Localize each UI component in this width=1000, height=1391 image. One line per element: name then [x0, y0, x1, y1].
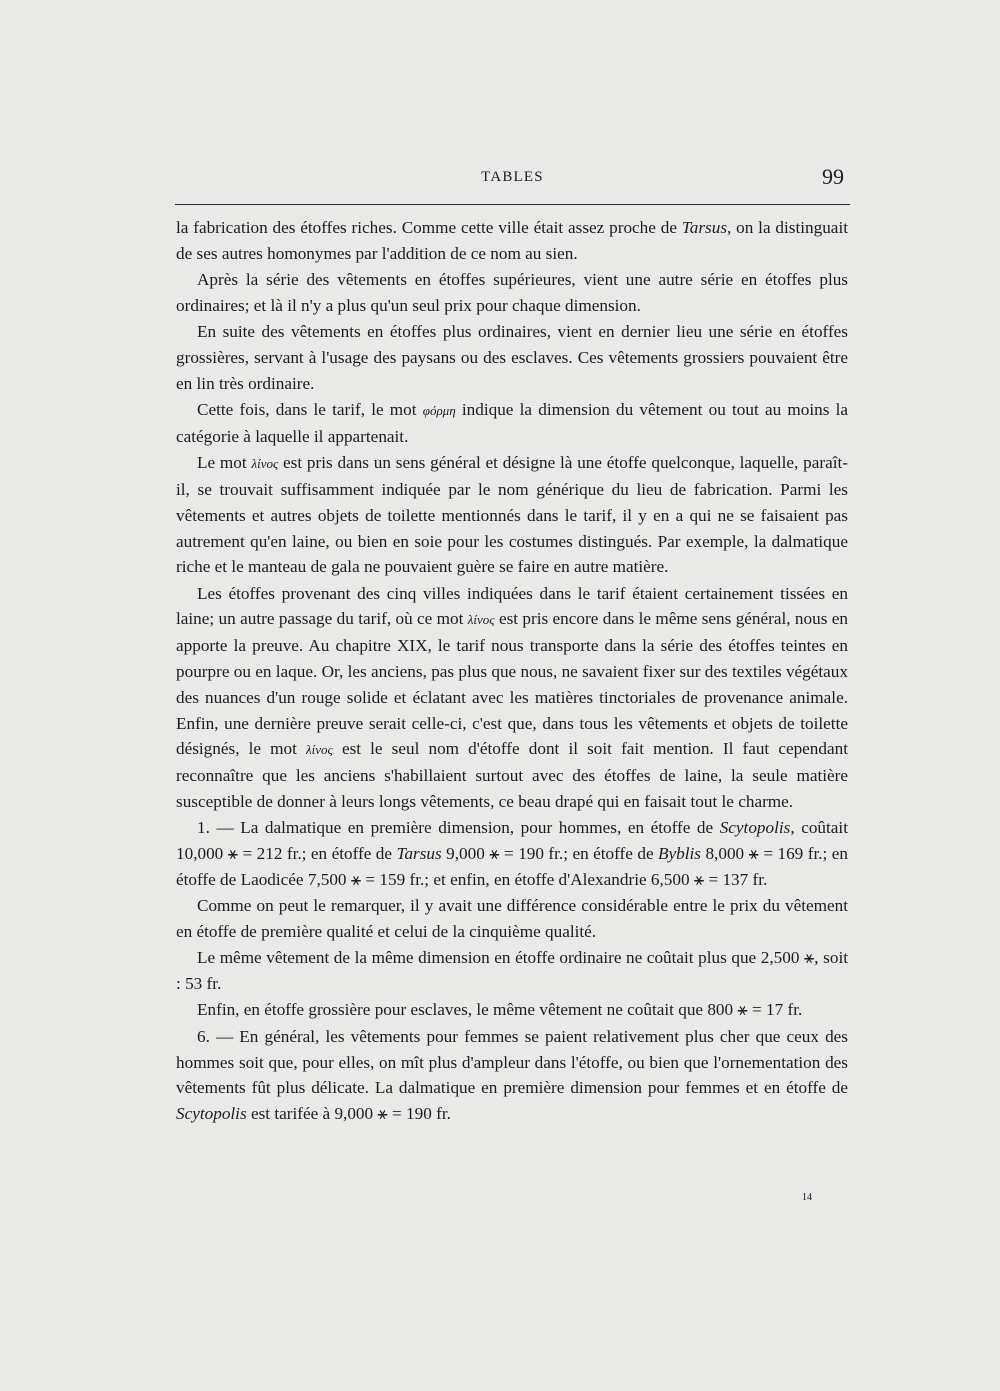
paragraph: Comme on peut le remarquer, il y avait une différence considérable entre le prix du vêtement en étoffe de première qualité et celui de la cinquième qualité.: [176, 896, 848, 942]
paragraph: 1. — La dalmatique en première dimension, pour hommes, en étoffe de Scytopolis, coûtait 10,000 ⚹ = 212 fr.; en étoffe de Tarsus 9,000 ⚹ = 190 fr.; en étoffe de Byblis 8,000 ⚹ = 169 fr.; en étoffe de Laodicée 7,500 ⚹ = 159 fr.; et enfin, en étoffe d'Alexandrie 6,500 ⚹ = 137 fr.: [176, 818, 848, 889]
greek-term: λίνος: [251, 456, 279, 472]
running-head-title: TABLES: [481, 169, 544, 185]
header-rule: [175, 204, 850, 205]
paragraph: Cette fois, dans le tarif, le mot φόρμη indique la dimension du vêtement ou tout au moins la catégorie à laquelle il appartenait.: [176, 400, 849, 446]
page-number: 99: [822, 164, 844, 189]
italic-term: Scytopolis: [176, 1104, 247, 1124]
italic-term: Tarsus: [396, 844, 442, 864]
paragraph: Après la série des vêtements en étoffes supérieures, vient une autre série en étoffes plus ordinaires; et là il n'y a plus qu'un seul prix pour chaque dimension.: [176, 270, 848, 315]
italic-term: Scytopolis: [719, 818, 791, 838]
paragraph: Le même vêtement de la même dimension en étoffe ordinaire ne coûtait plus que 2,500 ⚹, soit : 53 fr.: [176, 948, 848, 994]
signature-mark: 14: [802, 1192, 812, 1203]
paragraph: Le mot λίνος est pris dans un sens général et désigne là une étoffe quelconque, laquelle, paraît-il, se trouvait suffisamment indiquée par le nom générique du lieu de fabrication. Parmi les vêtements et autres objets de toilette mentionnés dans le tarif, il y en a qui ne se faisaient pas autrement qu'en laine, ou bien en soie pour les costumes distingués. Par exemple, la dalmatique riche et le manteau de gala ne pouvaient guère se faire en autre matière.: [176, 453, 848, 577]
italic-term: Byblis: [658, 844, 701, 864]
paragraph: 6. — En général, les vêtements pour femmes se paient relativement plus cher que ceux des hommes soit que, pour elles, on mît plus d'ampleur dans l'étoffe, ou bien que l'ornementation des vêtements fût plus délicate. La dalmatique en première dimension pour femmes et en étoffe de Scytopolis est tarifée à 9,000 ⚹ = 190 fr.: [176, 1026, 848, 1124]
greek-term: φόρμη: [422, 403, 456, 419]
greek-term: λίνος: [306, 742, 333, 758]
running-head: [175, 165, 850, 195]
italic-term: Tarsus: [681, 218, 728, 237]
body-text: [176, 215, 848, 1127]
paragraph: Enfin, en étoffe grossière pour esclaves, le même vêtement ne coûtait que 800 ⚹ = 17 fr.: [197, 1000, 803, 1020]
paragraph: Les étoffes provenant des cinq villes indiquées dans le tarif étaient certainement tissées en laine; un autre passage du tarif, où ce mot λίνος est pris encore dans le même sens général, nous en apporte la preuve. Au chapitre XIX, le tarif nous transporte dans la série des étoffes teintes en pourpre ou en laque. Or, les anciens, pas plus que nous, ne savaient fixer sur des textiles végétaux des nuances d'un rouge solide et éclatant avec les matières tinctoriales de provenance animale. Enfin, une dernière preuve serait celle-ci, c'est que, dans tous les vêtements et objets de toilette désignés, le mot λίνος est le seul nom d'étoffe dont il soit fait mention. Il faut cependant reconnaître que les anciens s'habillaient surtout avec des étoffes de laine, la seule matière susceptible de donner à leurs longs vêtements, ce beau drapé qui en faisait tout le charme.: [176, 583, 848, 812]
paragraph: En suite des vêtements en étoffes plus ordinaires, vient en dernier lieu une série en étoffes grossières, servant à l'usage des paysans ou des esclaves. Ces vêtements grossiers pouvaient être en lin très ordinaire.: [176, 322, 848, 393]
paragraph: la fabrication des étoffes riches. Comme cette ville était assez proche de Tarsus, on la distinguait de ses autres homonymes par l'addition de ce nom au sien.: [176, 218, 848, 263]
greek-term: λίνος: [467, 612, 495, 628]
